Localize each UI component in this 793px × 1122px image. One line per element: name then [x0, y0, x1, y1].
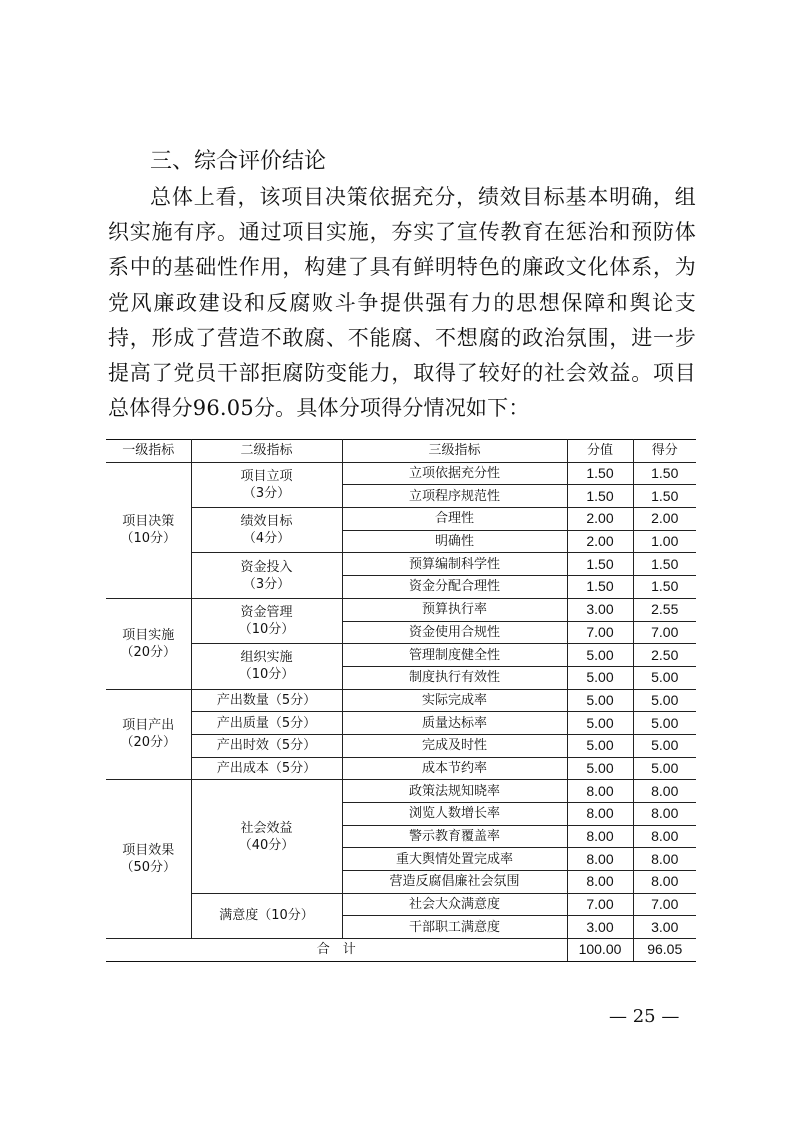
max-score-cell: 1.50: [567, 576, 633, 599]
level3-cell: 干部职工满意度: [342, 916, 567, 939]
score-cell: 1.50: [633, 485, 696, 508]
level2-name: 资金投入: [240, 559, 293, 575]
level2-name: 组织实施: [240, 650, 293, 666]
score-cell: 2.50: [633, 644, 696, 667]
max-score-cell: 3.00: [567, 916, 633, 939]
level3-cell: 社会大众满意度: [342, 893, 567, 916]
summary-paragraph: 总体上看，该项目决策依据充分，绩效目标基本明确，组织实施有序。通过项目实施，夯实了宣传教育在惩治和预防体系中的基础性作用，构建了具有鲜明特色的廉政文化体系，为党风廉政建设和反腐败斗争提供强有力的思想保障和舆论支持，形成了营造不敢腐、不能腐、不想腐的政治氛围，进一步提高了党员干部拒腐防变能力，取得了较好的社会效益。项目总体得分96.05分。具体分项得分情况如下：: [108, 185, 696, 421]
level3-cell: 资金使用合规性: [342, 621, 567, 644]
level2-name: 资金管理: [240, 605, 293, 620]
max-score-cell: 7.00: [567, 621, 633, 644]
score-cell: 2.00: [633, 508, 696, 531]
level3-cell: 政策法规知晓率: [342, 780, 567, 803]
level2-points: （4分）: [242, 531, 291, 547]
level1-points: （50分）: [120, 860, 177, 876]
score-cell: 5.00: [633, 689, 696, 712]
max-score-cell: 5.00: [567, 734, 633, 757]
level1-cell: [106, 462, 191, 598]
level2-name: 社会效益: [240, 820, 293, 836]
score-cell: 5.00: [633, 734, 696, 757]
table-row: [106, 553, 696, 576]
level2-points: （3分）: [242, 485, 291, 501]
level2-points: （10分）: [238, 622, 295, 637]
level2-points: （10分）: [238, 667, 295, 683]
score-cell: 2.55: [633, 598, 696, 621]
total-score: 96.05: [633, 939, 696, 962]
score-cell: 5.00: [633, 712, 696, 735]
level1-name: 项目实施: [122, 627, 175, 643]
max-score-cell: 5.00: [567, 757, 633, 780]
max-score-cell: 8.00: [567, 803, 633, 826]
level3-cell: 警示教育覆盖率: [342, 825, 567, 848]
max-score-cell: 5.00: [567, 644, 633, 667]
score-cell: 8.00: [633, 871, 696, 894]
header-max-score: 分值: [567, 440, 633, 463]
max-score-cell: 1.50: [567, 462, 633, 485]
max-score-cell: 8.00: [567, 871, 633, 894]
score-cell: 5.00: [633, 757, 696, 780]
table-row: [106, 598, 696, 621]
score-cell: 7.00: [633, 893, 696, 916]
level3-cell: 合理性: [342, 508, 567, 531]
score-cell: 7.00: [633, 621, 696, 644]
total-row: [106, 939, 696, 962]
max-score-cell: 8.00: [567, 825, 633, 848]
table-row: [106, 893, 696, 916]
level1-points: （20分）: [120, 644, 177, 660]
level3-cell: 明确性: [342, 530, 567, 553]
level1-name: 项目决策: [122, 514, 175, 530]
header-level3: 三级指标: [342, 440, 567, 463]
level2-name: 项目立项: [240, 468, 293, 484]
level3-cell: 资金分配合理性: [342, 576, 567, 599]
score-cell: 1.50: [633, 576, 696, 599]
level3-cell: 营造反腐倡廉社会氛围: [342, 871, 567, 894]
level2-cell: 产出时效（5分）: [191, 734, 342, 757]
level2-cell: [191, 508, 342, 553]
max-score-cell: 8.00: [567, 780, 633, 803]
level3-cell: 管理制度健全性: [342, 644, 567, 667]
level3-cell: 实际完成率: [342, 689, 567, 712]
table-row: [106, 462, 696, 485]
level1-cell: [106, 689, 191, 780]
score-cell: 1.50: [633, 462, 696, 485]
table-row: [106, 508, 696, 531]
table-row: [106, 780, 696, 803]
score-cell: 8.00: [633, 780, 696, 803]
max-score-cell: 5.00: [567, 689, 633, 712]
total-max-score: 100.00: [567, 939, 633, 962]
level3-cell: 成本节约率: [342, 757, 567, 780]
max-score-cell: 2.00: [567, 530, 633, 553]
section-heading: 三、综合评价结论: [150, 149, 327, 174]
level3-cell: 制度执行有效性: [342, 666, 567, 689]
level3-cell: 浏览人数增长率: [342, 803, 567, 826]
header-score: 得分: [633, 440, 696, 463]
level3-cell: 立项依据充分性: [342, 462, 567, 485]
max-score-cell: 7.00: [567, 893, 633, 916]
score-cell: 3.00: [633, 916, 696, 939]
level2-name: 绩效目标: [240, 514, 293, 530]
total-label: 合 计: [106, 939, 567, 962]
page-number: — 25 —: [609, 1006, 680, 1027]
level1-cell: [106, 598, 191, 689]
header-level2: 二级指标: [191, 440, 342, 463]
level2-points: （3分）: [242, 576, 291, 592]
score-cell: 8.00: [633, 803, 696, 826]
level2-cell: 产出数量（5分）: [191, 689, 342, 712]
table-row: [106, 712, 696, 735]
level2-cell: [191, 553, 342, 598]
max-score-cell: 2.00: [567, 508, 633, 531]
level3-cell: 完成及时性: [342, 734, 567, 757]
header-level1: 一级指标: [106, 440, 191, 463]
level2-cell: [191, 598, 342, 643]
table-row: [106, 644, 696, 667]
score-cell: 5.00: [633, 666, 696, 689]
max-score-cell: 3.00: [567, 598, 633, 621]
table-header-row: [106, 440, 696, 463]
level1-points: （10分）: [120, 531, 177, 547]
level2-cell: 满意度（10分）: [191, 893, 342, 938]
level1-points: （20分）: [120, 735, 177, 751]
score-cell: 1.00: [633, 530, 696, 553]
table-row: [106, 689, 696, 712]
level2-cell: 产出成本（5分）: [191, 757, 342, 780]
level2-cell: [191, 462, 342, 507]
level2-cell: [191, 644, 342, 689]
max-score-cell: 1.50: [567, 553, 633, 576]
score-cell: 8.00: [633, 848, 696, 871]
level3-cell: 重大舆情处置完成率: [342, 848, 567, 871]
score-table: [106, 439, 696, 962]
level2-cell: 产出质量（5分）: [191, 712, 342, 735]
level3-cell: 预算执行率: [342, 598, 567, 621]
score-cell: 1.50: [633, 553, 696, 576]
table-row: [106, 757, 696, 780]
level2-points: （40分）: [238, 837, 295, 853]
max-score-cell: 5.00: [567, 712, 633, 735]
level3-cell: 质量达标率: [342, 712, 567, 735]
score-cell: 8.00: [633, 825, 696, 848]
max-score-cell: 8.00: [567, 848, 633, 871]
max-score-cell: 5.00: [567, 666, 633, 689]
level1-cell: [106, 780, 191, 939]
level1-name: 项目产出: [122, 718, 175, 734]
table-row: [106, 734, 696, 757]
level1-name: 项目效果: [122, 843, 175, 859]
max-score-cell: 1.50: [567, 485, 633, 508]
level2-cell: [191, 780, 342, 893]
level3-cell: 立项程序规范性: [342, 485, 567, 508]
level3-cell: 预算编制科学性: [342, 553, 567, 576]
